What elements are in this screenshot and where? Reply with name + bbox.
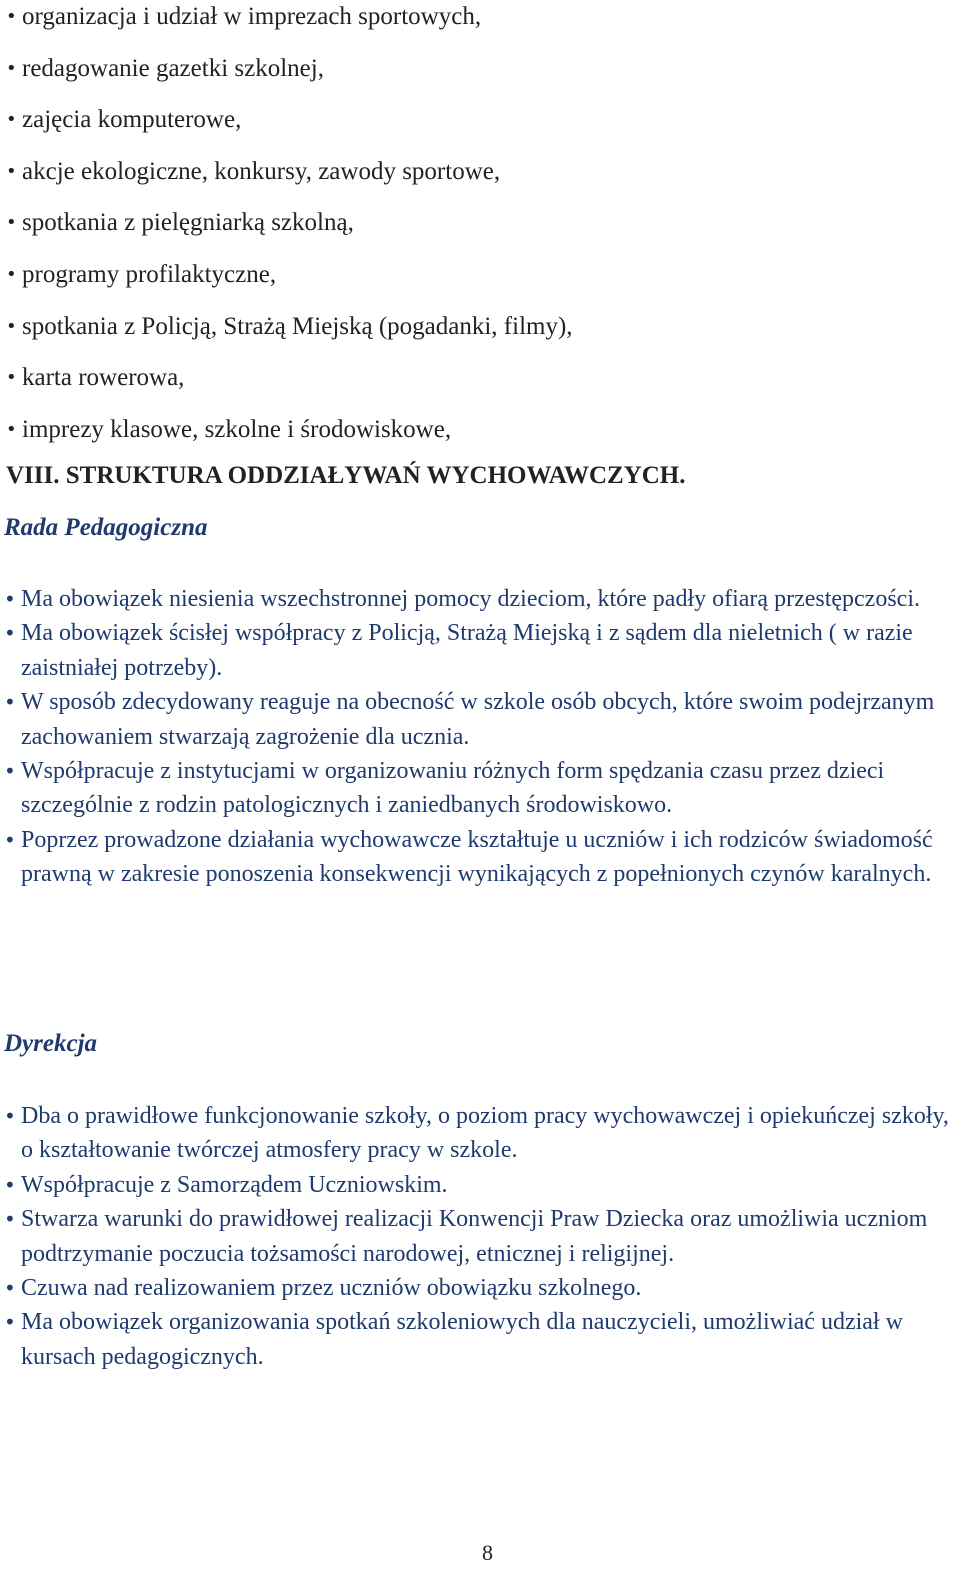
list-item [6, 52, 946, 104]
list-item-text: Ma obowiązek ścisłej współpracy z Policją, Strażą Miejską i z sądem dla nieletnich ( w razie zaistniałej potrzeby). [21, 620, 913, 681]
list-item-text: Stwarza warunki do prawidłowej realizacji Konwencji Praw Dziecka oraz umożliwia uczniom podtrzymanie poczucia tożsamości narodowej, etnicznej i religijnej. [21, 1206, 928, 1267]
bullet-icon: • [6, 263, 17, 285]
list-item-text: organizacja i udział w imprezach sportowych, [22, 3, 482, 30]
rada-pedagogiczna-list [4, 582, 956, 892]
bullet-icon: • [6, 57, 17, 79]
bullet-icon: • [4, 690, 16, 715]
list-item [4, 685, 956, 754]
bullet-icon: • [6, 315, 17, 337]
dyrekcja-heading: Dyrekcja [4, 1030, 98, 1057]
list-item-text: Współpracuje z instytucjami w organizowaniu różnych form spędzania czasu przez dzieci szczególnie z rodzin patologicznych i zaniedbanych środowiskowo. [21, 758, 885, 819]
list-item-text: Współpracuje z Samorządem Uczniowskim. [21, 1171, 448, 1198]
list-item-text: Poprzez prowadzone działania wychowawcze kształtuje u uczniów i ich rodziców świadomość prawną w zakresie ponoszenia konsekwencji wynikających z popełnionych czynów karalnych. [21, 826, 933, 888]
bullet-icon: • [6, 367, 17, 389]
page-number-text: 8 [482, 1540, 493, 1565]
list-item [4, 1168, 956, 1202]
list-item-text: spotkania z pielęgniarką szkolną, [22, 209, 354, 237]
bullet-icon: • [4, 1104, 16, 1128]
bullet-icon: • [6, 160, 17, 182]
bullet-icon: • [6, 109, 17, 131]
list-item [6, 155, 946, 207]
bullet-icon: • [4, 1172, 16, 1197]
list-item-text: karta rowerowa, [22, 364, 185, 392]
list-item-text: W sposób zdecydowany reaguje na obecność w szkole osób obcych, które swoim podejrzanym zachowaniem stwarzają zagrożenie dla ucznia. [21, 689, 935, 750]
list-item-text: Ma obowiązek niesienia wszechstronnej pomocy dzieciom, które padły ofiarą przestępczości. [21, 586, 920, 612]
bullet-icon: • [4, 827, 16, 852]
bullet-icon: • [4, 1276, 16, 1301]
list-item [4, 1271, 956, 1305]
list-item-text: zajęcia komputerowe, [22, 106, 242, 134]
page-number [0, 1540, 960, 1566]
bullet-icon: • [4, 1310, 16, 1335]
list-item [4, 1099, 956, 1168]
list-item [4, 1202, 956, 1271]
list-item-text: Czuwa nad realizowaniem przez uczniów obowiązku szkolnego. [21, 1275, 642, 1302]
list-item-text: akcje ekologiczne, konkursy, zawody sportowe, [22, 157, 501, 185]
list-item-text: programy profilaktyczne, [22, 260, 277, 288]
bullet-icon: • [6, 212, 17, 234]
list-item [4, 754, 956, 823]
list-item [6, 0, 946, 52]
list-item [6, 361, 946, 413]
list-item-text: imprezy klasowe, szkolne i środowiskowe, [22, 415, 452, 443]
list-item [6, 310, 946, 362]
bullet-icon: • [4, 621, 16, 646]
list-item [4, 1305, 956, 1374]
dyrekcja-list [4, 1099, 956, 1374]
list-item [4, 582, 956, 616]
list-item [6, 258, 946, 310]
bullet-icon: • [6, 6, 17, 27]
bullet-icon: • [4, 1207, 16, 1232]
activities-list [6, 0, 946, 464]
bullet-icon: • [4, 587, 16, 611]
bullet-icon: • [6, 418, 17, 440]
list-item [6, 103, 946, 155]
list-item-text: spotkania z Policją, Strażą Miejską (pogadanki, filmy), [22, 312, 573, 340]
list-item [6, 206, 946, 258]
list-item [4, 823, 956, 892]
list-item-text: Dba o prawidłowe funkcjonowanie szkoły, o poziom pracy wychowawczej i opiekuńczej szkoły, o kształtowanie twórczej atmosfery pracy w szkole. [21, 1103, 949, 1164]
list-item [6, 413, 946, 465]
list-item-text: Ma obowiązek organizowania spotkań szkoleniowych dla nauczycieli, umożliwiać udział w kursach pedagogicznych. [21, 1309, 903, 1370]
bullet-icon: • [4, 759, 16, 784]
list-item-text: redagowanie gazetki szkolnej, [22, 54, 324, 82]
section-heading: VIII. STRUKTURA ODDZIAŁYWAŃ WYCHOWAWCZYCH. [6, 462, 686, 489]
list-item [4, 616, 956, 685]
rada-pedagogiczna-heading: Rada Pedagogiczna [4, 514, 208, 541]
